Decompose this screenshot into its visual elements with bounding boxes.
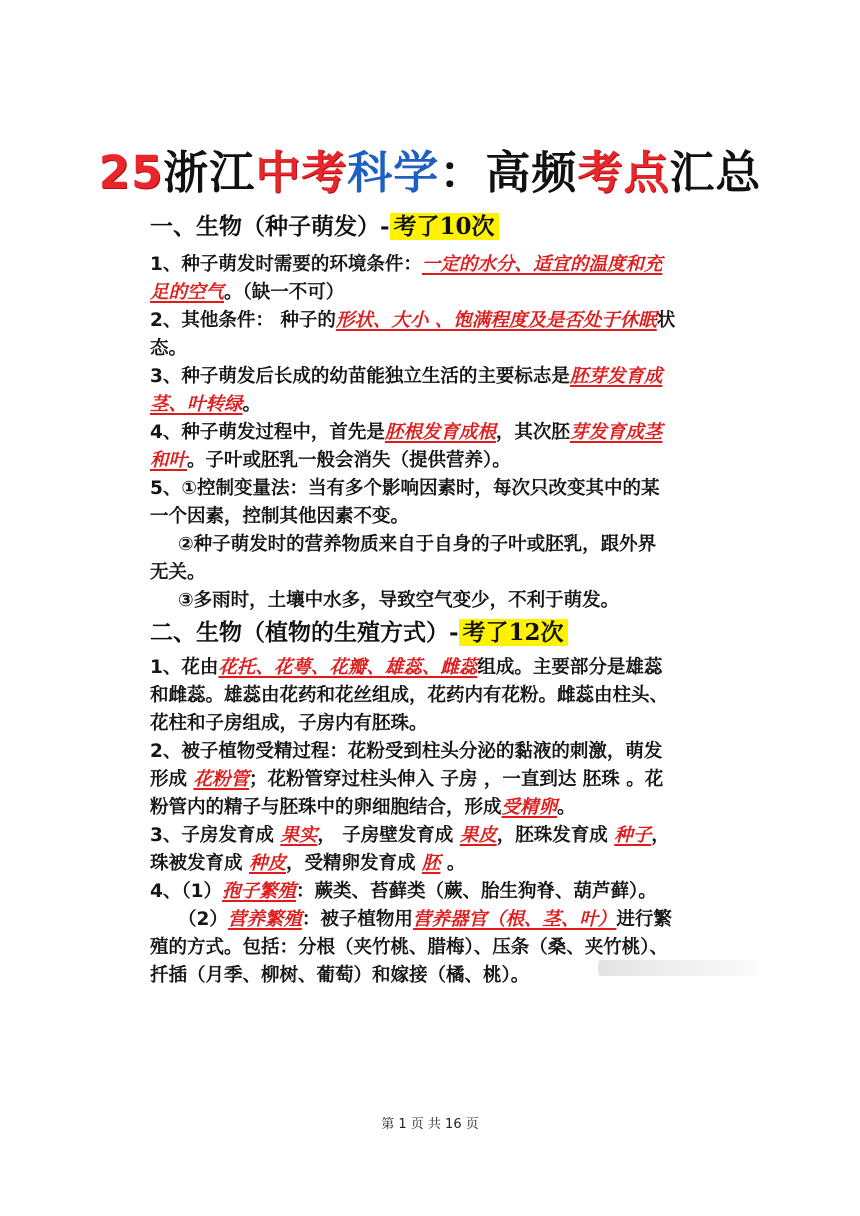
section-2-heading-text: 二、生物（植物的生殖方式）- xyxy=(150,619,459,646)
watermark-smudge xyxy=(598,960,758,976)
text: ，胚珠发育成 xyxy=(496,825,615,846)
section-1-body xyxy=(150,251,790,615)
key-term: 花托、花萼、花瓣、雄蕊、雌蕊 xyxy=(218,657,478,678)
title-part: 汇总 xyxy=(669,146,762,199)
text: 扦插（月季、柳树、葡萄）和嫁接（橘、桃）。 xyxy=(150,965,530,986)
section-1-badge: 考了10次 xyxy=(390,213,499,240)
text: 3、子房发育成 xyxy=(150,825,281,846)
text: ：被子植物用 xyxy=(301,909,413,930)
text: 珠被发育成 xyxy=(150,853,249,874)
key-term: 形状、大小 、饱满程度及是否处于休眠 xyxy=(335,310,657,331)
text: ，受精卵发育成 xyxy=(285,853,422,874)
text: 。子叶或胚乳一般会消失（提供营养）。 xyxy=(187,450,511,471)
key-term: 孢子繁殖 xyxy=(222,881,297,902)
title-part: 中考 xyxy=(255,146,348,199)
section-2-body xyxy=(150,654,790,990)
title-part: 浙江 xyxy=(163,146,256,199)
key-term: 和叶 xyxy=(150,450,188,471)
text: ；花粉管穿过柱头伸入 子房 ，一直到达 胚珠 。花 xyxy=(248,769,664,790)
text: 3、种子萌发后长成的幼苗能独立生活的主要标志是 xyxy=(150,366,570,387)
key-term: 足的空气 xyxy=(150,282,225,303)
key-term: 果实 xyxy=(280,825,318,846)
text: ， xyxy=(651,825,670,846)
document-title xyxy=(0,136,860,201)
key-term: 胚 xyxy=(421,853,441,874)
section-2-badge: 考了12次 xyxy=(459,619,568,646)
section-1-heading-text: 一、生物（种子萌发）- xyxy=(150,213,390,240)
key-term: 胚根发育成根 xyxy=(384,422,496,443)
title-part: 科学 xyxy=(347,146,440,199)
text: 2、被子植物受精过程：花粉受到柱头分泌的黏液的刺激，萌发 xyxy=(150,741,663,762)
text: 状 xyxy=(656,310,676,331)
text: 形成 xyxy=(150,769,194,790)
text: ，其次胚 xyxy=(495,422,570,443)
text: 4、种子萌发过程中，首先是 xyxy=(150,422,385,443)
text: 5、①控制变量法：当有多个影响因素时，每次只改变其中的某 xyxy=(150,478,660,499)
section-2-heading xyxy=(150,614,568,647)
text: 花柱和子房组成，子房内有胚珠。 xyxy=(150,713,428,734)
key-term: 胚芽发育成 xyxy=(569,366,663,387)
title-part: ：高频 xyxy=(439,146,578,199)
text: 。（缺一不可） xyxy=(224,282,345,303)
page-footer: 第 1 页 共 16 页 xyxy=(381,1117,479,1132)
text: （2） xyxy=(178,909,228,930)
title-part: 考点 xyxy=(577,146,670,199)
key-term: 种子 xyxy=(614,825,652,846)
key-term: 种皮 xyxy=(248,853,286,874)
text: 组成。主要部分是雄蕊 xyxy=(477,657,663,678)
key-term: 花粉管 xyxy=(193,769,249,790)
text: 4、（1） xyxy=(150,881,222,902)
key-term: 受精卵 xyxy=(501,797,558,818)
key-term: 芽发育成茎 xyxy=(569,422,663,443)
text: 一个因素，控制其他因素不变。 xyxy=(150,506,410,527)
text: 和雌蕊。雄蕊由花药和花丝组成，花药内有花粉。雌蕊由柱头、 xyxy=(150,685,669,706)
key-term: 一定的水分、适宜的温度和充 xyxy=(421,254,663,275)
text: 1、种子萌发时需要的环境条件： xyxy=(150,254,422,275)
text: 2、其他条件： 种子的 xyxy=(150,310,336,331)
key-term: 果皮 xyxy=(459,825,497,846)
text: 。 xyxy=(242,394,262,415)
text: 粉管内的精子与胚珠中的卵细胞结合，形成 xyxy=(150,797,502,818)
key-term: 营养器官（根、茎、叶） xyxy=(412,909,617,930)
text: 殖的方式。包括：分根（夹竹桃、腊梅）、压条（桑、夹竹桃）、 xyxy=(150,937,669,958)
text: 进行繁 xyxy=(616,909,672,930)
text: ③多雨时，土壤中水多，导致空气变少，不利于萌发。 xyxy=(178,590,620,611)
text: 无关。 xyxy=(150,562,206,583)
text: 1、花由 xyxy=(150,657,219,678)
title-part: 25 xyxy=(98,146,164,199)
key-term: 营养繁殖 xyxy=(227,909,302,930)
text: ②种子萌发时的营养物质来自于自身的子叶或胚乳，跟外界 xyxy=(178,534,657,555)
text: 。 xyxy=(440,853,466,874)
text: ：蕨类、苔藓类（蕨、胎生狗脊、葫芦藓）。 xyxy=(296,881,657,902)
text: 。 xyxy=(557,797,576,818)
text: ， 子房壁发育成 xyxy=(317,825,460,846)
text: 态。 xyxy=(150,338,188,359)
key-term: 茎、叶转绿 xyxy=(150,394,243,415)
section-1-heading xyxy=(150,208,499,241)
